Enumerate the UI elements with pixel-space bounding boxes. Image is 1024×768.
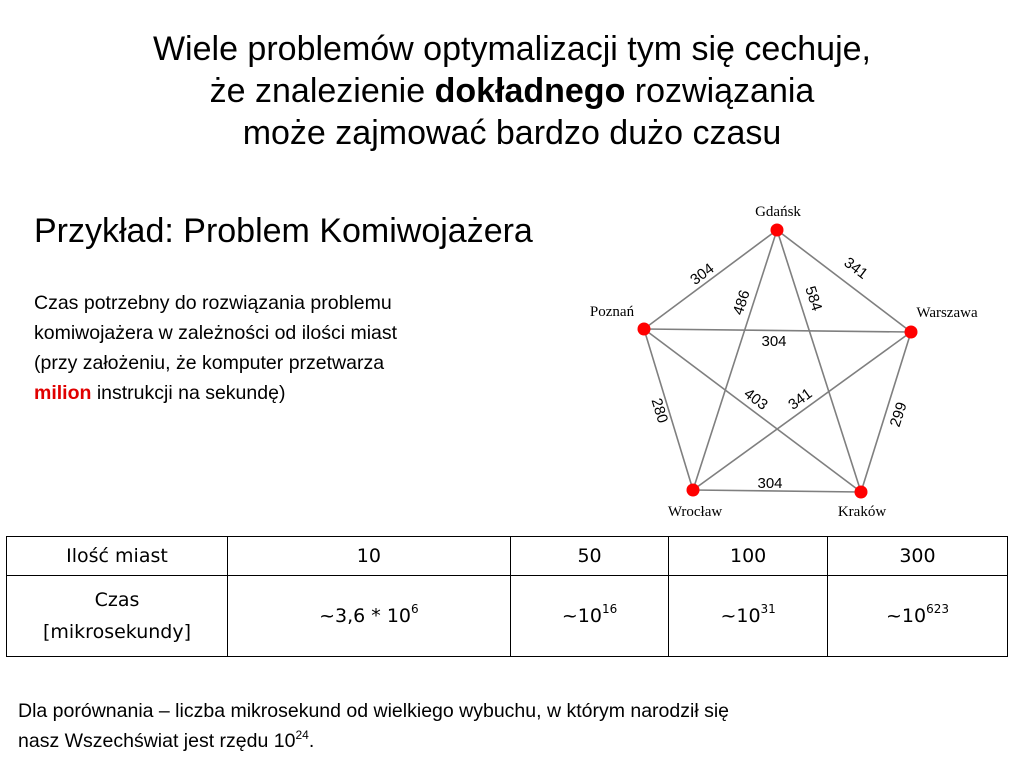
city-label-poznan: Poznań xyxy=(589,304,635,320)
city-count-cell: 300 xyxy=(827,537,1007,576)
distance-wroclaw-krakow: 304 xyxy=(757,475,783,492)
footer-line-2: nasz Wszechświat jest rzędu $10^{24}$. xyxy=(18,728,315,752)
time-value-cell: $\sim 10^{31}$ xyxy=(669,576,828,657)
description xyxy=(34,288,534,408)
city-label-wroclaw: Wrocław xyxy=(667,504,723,520)
node-warszawa xyxy=(905,326,918,339)
header-label-cell: Ilość miast xyxy=(7,537,228,576)
description-line-4: milion instrukcji na sekundę) xyxy=(34,382,286,404)
distance-poznan-wroclaw: 280 xyxy=(647,396,672,426)
city-graph xyxy=(560,196,1020,526)
title-bold-word: dokładnego xyxy=(434,72,626,110)
footer-line-1: Dla porównania – liczba mikrosekund od wielkiego wybuchu, w którym narodził się xyxy=(18,700,729,722)
node-krakow xyxy=(855,486,868,499)
title-line-1: Wiele problemów optymalizacji tym się cechuje, xyxy=(152,30,872,68)
edge-poznan-krakow xyxy=(644,329,861,492)
time-value-cell: $\sim 10^{16}$ xyxy=(510,576,669,657)
table-time-row xyxy=(7,576,1008,657)
distance-warszawa-wroclaw: 341 xyxy=(785,385,816,414)
node-wroclaw xyxy=(687,484,700,497)
distance-gdansk-wroclaw: 486 xyxy=(729,288,754,318)
slide-title xyxy=(0,28,1024,154)
title-line-2: że znalezienie dokładnego rozwiązania xyxy=(209,72,815,110)
distance-poznan-krakow: 403 xyxy=(740,385,771,414)
distance-poznan-warszawa: 304 xyxy=(761,333,787,350)
distance-gdansk-warszawa: 341 xyxy=(840,254,871,283)
time-value-cell: ~3,6 * $10^6$ xyxy=(228,576,511,657)
title-line-3: może zajmować bardzo dużo czasu xyxy=(242,114,782,152)
highlight-word: milion xyxy=(34,382,92,404)
edge-gdansk-warszawa xyxy=(777,230,911,332)
edge-poznan-warszawa xyxy=(644,329,911,332)
time-label-cell: Czas [mikrosekundy] xyxy=(7,576,228,657)
node-poznan xyxy=(638,323,651,336)
description-line-1: Czas potrzebny do rozwiązania problemu xyxy=(34,292,392,314)
city-count-cell: 100 xyxy=(669,537,828,576)
distance-gdansk-poznan: 304 xyxy=(687,260,718,289)
city-count-cell: 50 xyxy=(510,537,669,576)
distance-gdansk-krakow: 584 xyxy=(801,284,826,314)
distance-warszawa-krakow: 299 xyxy=(886,400,911,430)
time-value-cell: $\sim 10^{623}$ xyxy=(827,576,1007,657)
description-line-3: (przy założeniu, że komputer przetwarza xyxy=(34,352,385,374)
complexity-table xyxy=(6,536,1008,657)
city-label-krakow: Kraków xyxy=(837,504,887,520)
city-label-gdansk: Gdańsk xyxy=(755,204,801,220)
edge-warszawa-wroclaw xyxy=(693,332,911,490)
table-header-row xyxy=(7,537,1008,576)
node-gdansk xyxy=(771,224,784,237)
example-heading: Przykład: Problem Komiwojażera xyxy=(34,212,533,250)
edge-gdansk-poznan xyxy=(644,230,777,329)
city-count-cell: 10 xyxy=(228,537,511,576)
comparison-note xyxy=(18,696,1008,756)
city-label-warszawa: Warszawa xyxy=(916,305,978,321)
description-line-2: komiwojażera w zależności od ilości miast xyxy=(34,322,398,344)
